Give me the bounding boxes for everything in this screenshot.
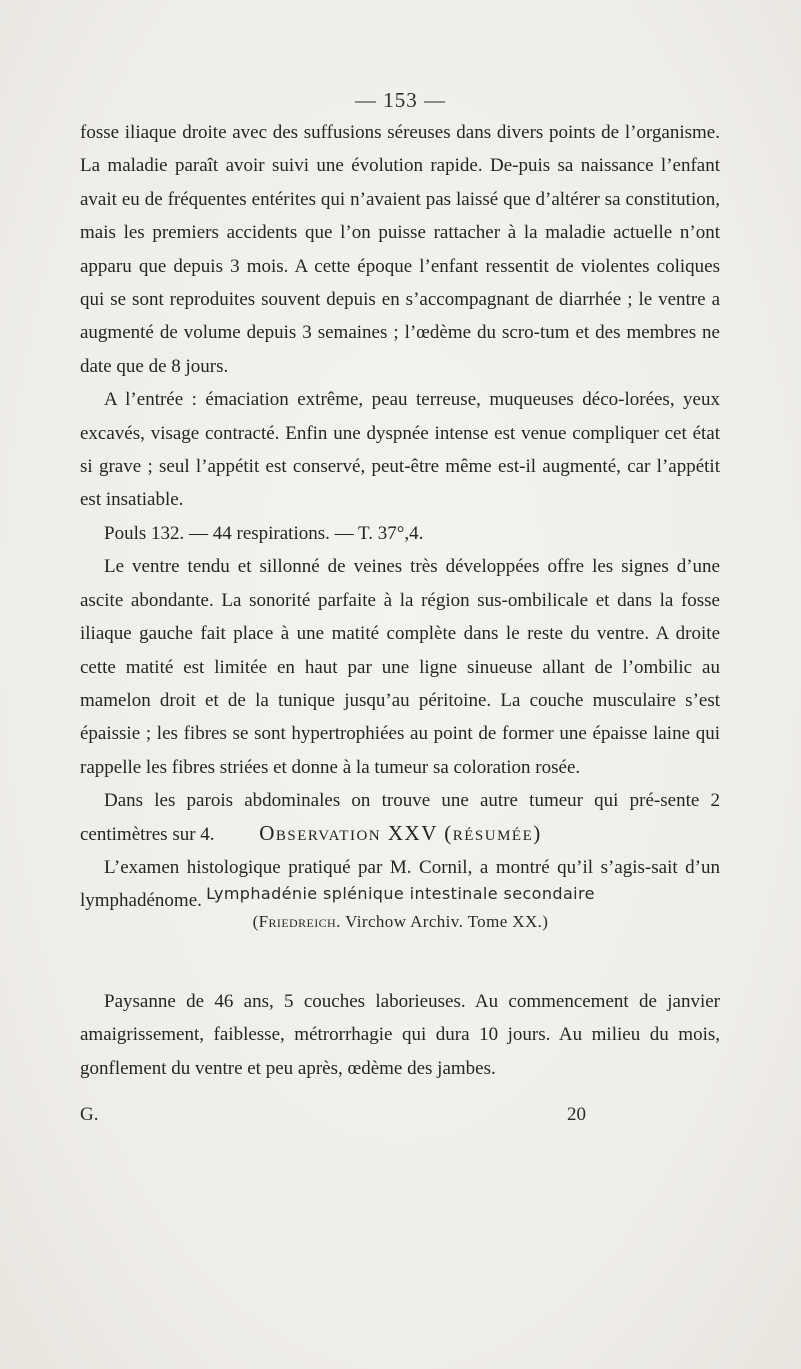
paragraph-abdomen-exam: Le ventre tendu et sillonné de veines très développées offre les signes d’une ascite abondante. La sonorité parfaite à la région sus-ombilicale et dans la fosse iliaque gauche fait place à une matité complète dans le reste du ventre. A droite cette matité est limitée en haut par une ligne sinueuse allant de l’ombilic au mamelon droit et de la tunique jusqu’au péritoine. La couche musculaire s’est épaissie ; les fibres se sont hypertrophiées au point de former une épaisse laine qui rappelle les fibres striées et donne à la tumeur sa coloration rosée.	[80, 556, 720, 778]
signature-mark-right: 20	[567, 1104, 586, 1125]
observation-heading: Observation XXV (résumée)	[259, 821, 542, 845]
observation-source	[0, 912, 801, 932]
source-reference: . Virchow Archiv. Tome XX.)	[336, 912, 549, 931]
signature-mark-left: G.	[80, 1104, 99, 1125]
paragraph-histology: L’examen histologique pratiqué par M. Cornil, a montré qu’il s’agis-sait d’un lymphadénome.	[80, 856, 720, 912]
paragraph-admission: A l’entrée : émaciation extrême, peau terreuse, muqueuses déco-lorées, yeux excavés, visage contracté. Enfin une dyspnée intense est venue compliquer cet état si grave ; seul l’appétit est conservé, peut-être même est-il augmenté, car l’appétit est insatiable.	[80, 389, 720, 511]
page-number: — 153 —	[355, 88, 446, 112]
case-text-body	[80, 116, 720, 918]
observation-subtitle: Lymphadénie splénique intestinale secondaire	[206, 884, 595, 903]
paragraph-history: fosse iliaque droite avec des suffusions séreuses dans divers points de l’organisme. La maladie paraît avoir suivi une évolution rapide. De-puis sa naissance l’enfant avait eu de fréquentes entérites qui n’avaient pas laissé que d’altérer sa constitution, mais les premiers accidents que l’on puisse rattacher à la maladie actuelle n’ont apparu que depuis 3 mois. A cette époque l’enfant ressentit de violentes coliques qui se sont reproduites souvent depuis en s’accompagnant de diarrhée ; le ventre a augmenté de volume depuis 3 semaines ; l’œdème du scro-tum et des membres ne date que de 8 jours.	[80, 122, 720, 377]
paragraph-vitals: Pouls 132. — 44 respirations. — T. 37°,4.	[104, 522, 424, 544]
source-author: Friedreich	[258, 912, 337, 931]
paragraph-second-tumor: Dans les parois abdominales on trouve une autre tumeur qui pré-sente 2 centimètres sur 4.	[80, 790, 720, 845]
paragraph-observation: Paysanne de 46 ans, 5 couches laborieuses. Au commencement de janvier amaigrissement, faiblesse, métrorrhagie qui dura 10 jours. Au milieu du mois, gonflement du ventre et peu après, œdème des jambes.	[80, 991, 720, 1079]
observation-text-body	[80, 985, 720, 1085]
source-open: (	[252, 912, 259, 931]
